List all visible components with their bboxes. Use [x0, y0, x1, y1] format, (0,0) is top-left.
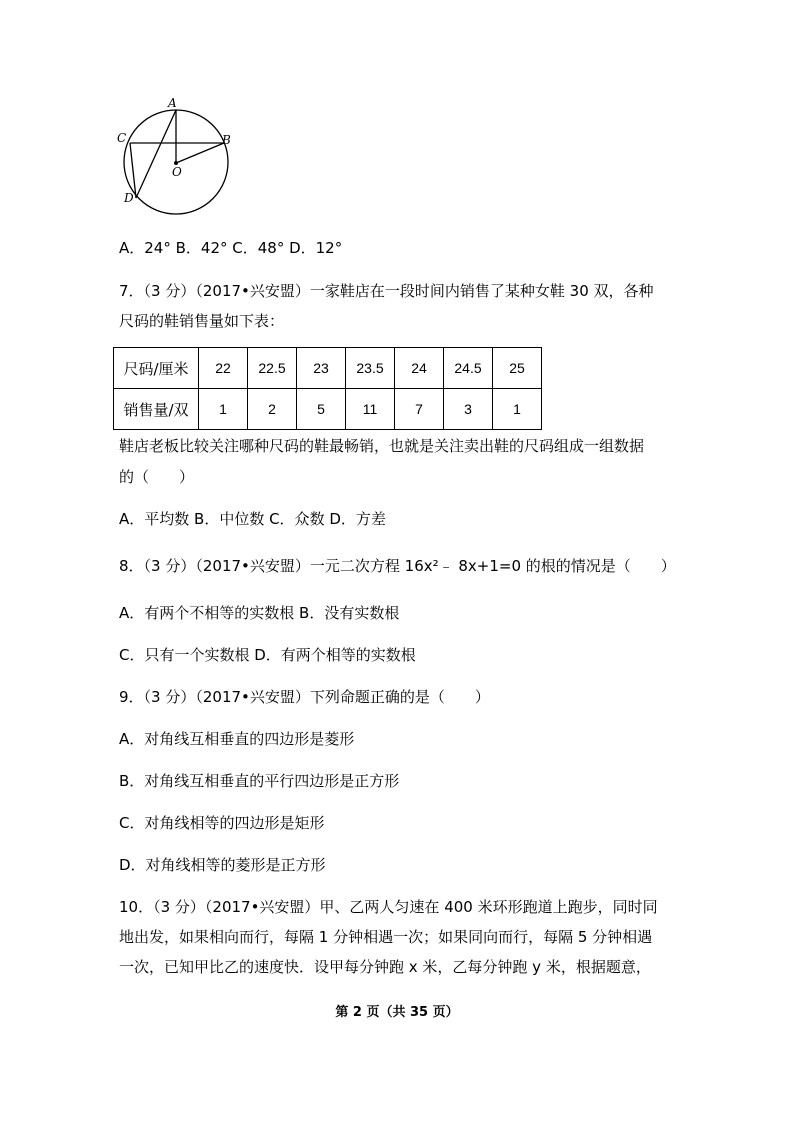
table-cell: 22 [199, 348, 248, 389]
q8-options-line-2: C．只有一个实数根 D．有两个相等的实数根 [119, 646, 416, 664]
label-b: B [222, 133, 231, 147]
q7-after-table-line-2: 的（ ） [119, 468, 195, 486]
q10-stem-line-1: 10．（3 分）（2017•兴安盟）甲、乙两人匀速在 400 米环形跑道上跑步，同时同 [119, 898, 658, 916]
table-row-header: 尺码/厘米 [114, 348, 199, 389]
q9-option-b: B．对角线互相垂直的平行四边形是正方形 [119, 772, 400, 790]
label-o: O [172, 165, 182, 179]
table-cell: 25 [493, 348, 542, 389]
q8-stem: 8．（3 分）（2017•兴安盟）一元二次方程 16x²﹣ 8x+1=0 的根的情况是（ ） [119, 557, 676, 575]
q7-after-table-line-1: 鞋店老板比较关注哪种尺码的鞋最畅销，也就是关注卖出鞋的尺码组成一组数据 [119, 437, 645, 455]
table-cell: 5 [297, 389, 346, 430]
q9-option-a: A．对角线互相垂直的四边形是菱形 [119, 730, 355, 748]
shoe-size-sales-table [113, 347, 542, 430]
circle-geometry-figure [112, 92, 252, 217]
q7-stem-line-1: 7．（3 分）（2017•兴安盟）一家鞋店在一段时间内销售了某种女鞋 30 双，各种 [119, 282, 654, 300]
table-cell: 7 [395, 389, 444, 430]
table-cell: 23 [297, 348, 346, 389]
table-row-header: 销售量/双 [114, 389, 199, 430]
table-row [114, 348, 542, 389]
table-cell: 1 [199, 389, 248, 430]
q7-stem-line-2: 尺码的鞋销售量如下表： [119, 312, 285, 330]
table-cell: 11 [346, 389, 395, 430]
table-cell: 23.5 [346, 348, 395, 389]
q10-stem-line-2: 地出发，如果相向而行，每隔 1 分钟相遇一次；如果同向而行，每隔 5 分钟相遇 [119, 928, 653, 946]
table-row [114, 389, 542, 430]
label-d: D [124, 191, 134, 205]
q10-stem-line-3: 一次，已知甲比乙的速度快．设甲每分钟跑 x 米，乙每分钟跑 y 米，根据题意， [119, 958, 651, 976]
radius-ob [176, 143, 224, 163]
q9-option-d: D．对角线相等的菱形是正方形 [119, 856, 326, 874]
table-cell: 2 [248, 389, 297, 430]
label-c: C [117, 131, 127, 145]
table-cell: 24.5 [444, 348, 493, 389]
q6-options: A．24° B．42° C．48° D．12° [119, 239, 343, 257]
page-footer: 第 2 页（共 35 页） [335, 1005, 459, 1020]
table-cell: 1 [493, 389, 542, 430]
label-a: A [168, 96, 177, 110]
q7-options: A．平均数 B．中位数 C．众数 D．方差 [119, 510, 386, 528]
table-cell: 3 [444, 389, 493, 430]
chord-cd [130, 143, 136, 198]
q9-stem: 9．（3 分）（2017•兴安盟）下列命题正确的是（ ） [119, 688, 490, 706]
table-cell: 22.5 [248, 348, 297, 389]
table-cell: 24 [395, 348, 444, 389]
q9-option-c: C．对角线相等的四边形是矩形 [119, 814, 325, 832]
q8-options-line-1: A．有两个不相等的实数根 B．没有实数根 [119, 604, 400, 622]
